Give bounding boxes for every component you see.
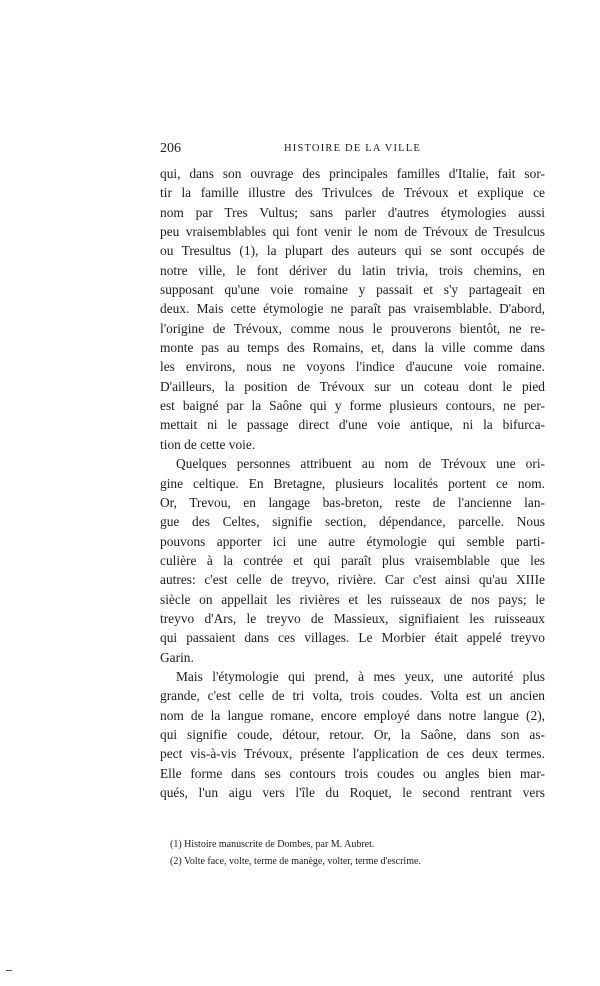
text-line: tion de cette voie.: [160, 436, 256, 452]
text-line: grande, c'est celle de tri volta, trois coudes. Volta est un ancien: [160, 688, 545, 704]
text-line: qués, l'un aigu vers l'île du Roquet, le second rentrant vers: [160, 785, 545, 800]
text-line: nom par Tres Vultus; sans parler d'autres étymologies aussi: [160, 204, 545, 220]
text-line: treyvo d'Ars, le treyvo de Massieux, signifiaient les ruisseaux: [160, 610, 545, 626]
book-page: [160, 140, 545, 870]
running-title: HISTOIRE DE LA VILLE: [283, 143, 422, 154]
text-line: monte pas au temps des Romains, et, dans la ville comme dans: [160, 340, 545, 356]
body-text: [160, 164, 545, 802]
footnote-1: (1) Histoire manuscrite de Dombes, par M. Aubret.: [170, 839, 375, 851]
footnote-2: (2) Volte face, volte, terme de manège, volter, terme d'escrime.: [170, 856, 421, 868]
running-head: [160, 140, 545, 158]
text-line: qui passaient dans ces villages. Le Morbier était appelé treyvo: [160, 630, 545, 646]
text-line: Garin.: [160, 649, 194, 665]
text-line: Quelques personnes attribuent au nom de Trévoux une ori-: [176, 456, 545, 472]
text-line: pect vis-à-vis Trévoux, présente l'application de ces deux termes.: [160, 746, 545, 762]
text-line: pouvons apporter ici une autre étymologie qui semble parti-: [160, 533, 545, 549]
text-line: l'origine de Trévoux, comme nous le prouverons bientôt, ne re-: [160, 320, 545, 336]
text-line: autres: c'est celle de treyvo, rivière. Car c'est ainsi qu'au XIIIe: [160, 572, 545, 588]
text-line: tir la famille illustre des Trivulces de Trévoux et explique ce: [160, 185, 545, 201]
page-number: 206: [160, 141, 181, 156]
text-line: mettait ni le passage direct d'une voie antique, ni la bifurca-: [160, 417, 545, 433]
paragraph-1: [160, 164, 545, 454]
text-line: ou Tresultus (1), la plupart des auteurs qui se sont occupés de: [160, 243, 545, 259]
text-line: gue des Celtes, signifie section, dépendance, parcelle. Nous: [160, 514, 545, 530]
text-line: D'ailleurs, la position de Trévoux sur un coteau dont le pied: [160, 378, 545, 394]
text-line: qui signifie coude, détour, retour. Or, la Saône, dans son as-: [160, 726, 545, 742]
footnotes: [160, 836, 545, 870]
text-line: nom de la langue romane, encore employé dans notre langue (2),: [160, 707, 545, 723]
text-line: culière à la contrée et qui paraît plus vraisemblable que les: [160, 552, 545, 568]
text-line: Mais l'étymologie qui prend, à mes yeux, une autorité plus: [176, 668, 545, 684]
text-line: notre ville, le font dériver du latin trivia, trois chemins, en: [160, 262, 545, 278]
text-line: supposant qu'une voie romaine y passait et s'y partageait en: [160, 282, 545, 298]
text-line: qui, dans son ouvrage des principales familles d'Italie, fait sor-: [160, 166, 545, 181]
scan-mark: [6, 970, 12, 971]
text-line: gine celtique. En Bretagne, plusieurs localités portent ce nom.: [160, 475, 545, 491]
text-line: deux. Mais cette étymologie ne paraît pas vraisemblable. D'abord,: [160, 301, 545, 317]
text-line: Elle forme dans ses contours trois coudes ou angles bien mar-: [160, 765, 545, 781]
text-line: les environs, nous ne voyons l'indice d'aucune voie romaine.: [160, 359, 545, 375]
text-line: siècle on appellait les rivières et les ruisseaux de nos pays; le: [160, 591, 545, 607]
text-line: est baigné par la Saône qui y forme plusieurs contours, ne per-: [160, 398, 545, 414]
text-line: Or, Trevou, en langage bas-breton, reste de l'ancienne lan-: [160, 494, 545, 510]
paragraph-2: [160, 454, 545, 667]
text-line: peu vraisemblables qui font venir le nom de Trévoux de Tresulcus: [160, 224, 545, 240]
paragraph-3: [160, 667, 545, 802]
